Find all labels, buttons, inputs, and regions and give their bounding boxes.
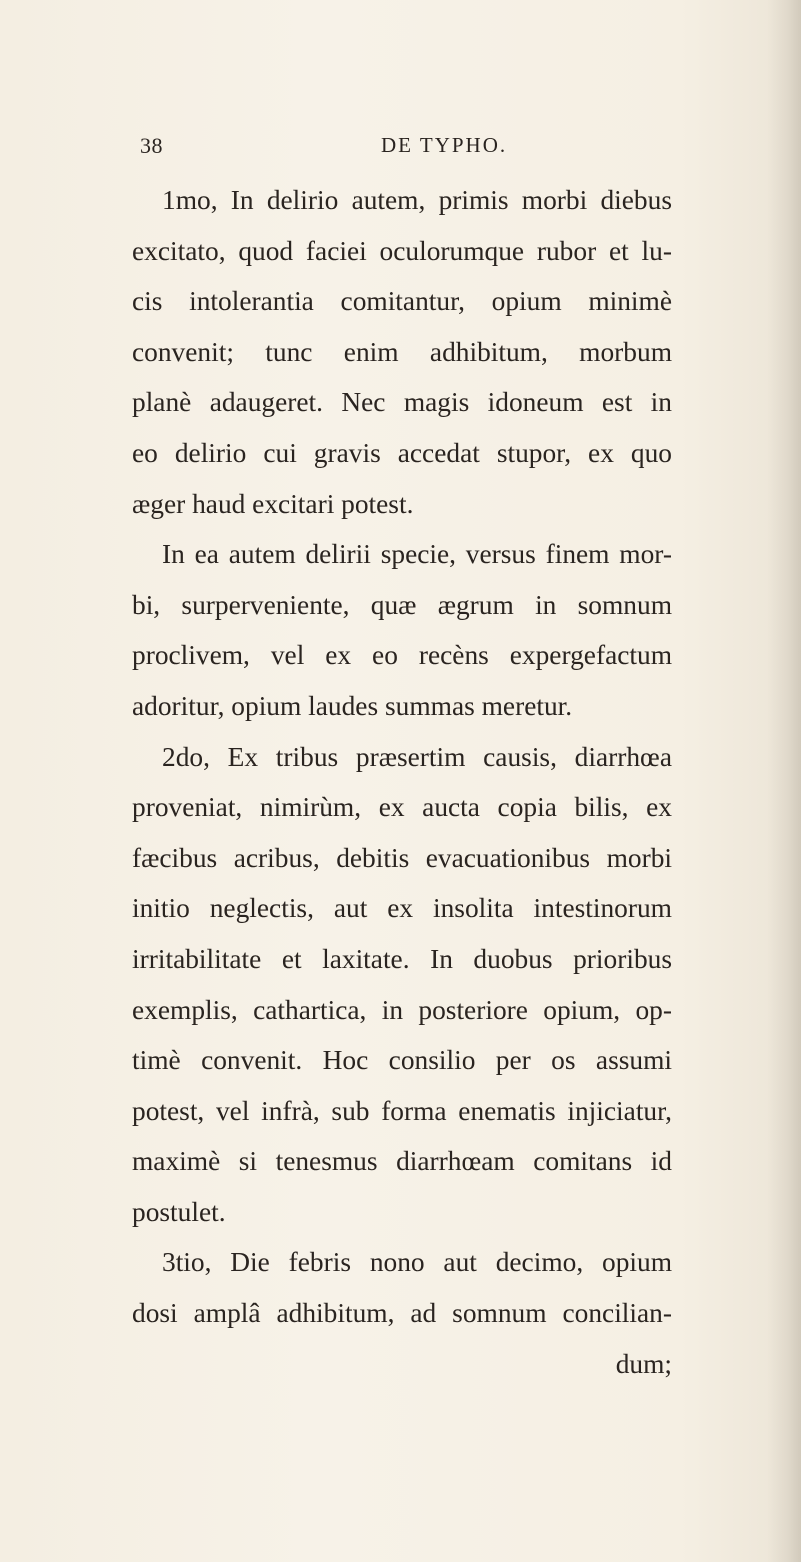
text-line: potest, vel infrà, sub forma enematis injiciatur, [132, 1095, 672, 1126]
text-line: In ea autem delirii specie, versus finem mor- [162, 539, 672, 570]
text-line: cis intolerantia comitantur, opium minimè [132, 286, 672, 317]
text-line: irritabilitate et laxitate. In duobus prioribus [132, 943, 672, 974]
text-line: bi, surperveniente, quæ ægrum in somnum [132, 589, 672, 620]
text-line: fæcibus acribus, debitis evacuationibus morbi [132, 842, 672, 873]
catchword: dum; [615, 1348, 672, 1379]
text-line: adoritur, opium laudes summas meretur. [132, 690, 573, 721]
text-line: proclivem, vel ex eo recèns expergefactum [132, 640, 672, 671]
text-line: 1mo, In delirio autem, primis morbi diebus [162, 185, 672, 215]
text-line: dosi amplâ adhibitum, ad somnum concilian- [132, 1298, 672, 1329]
text-line: 3tio, Die febris nono aut decimo, opium [162, 1247, 672, 1278]
text-line: exemplis, cathartica, in posteriore opium, op- [132, 994, 672, 1025]
page-edge-shadow [767, 0, 801, 1562]
text-line: excitato, quod faciei oculorumque rubor et lu- [132, 235, 672, 266]
text-line: postulet. [132, 1196, 226, 1227]
page-header [140, 133, 660, 163]
running-head: DE TYPHO. [381, 133, 508, 157]
text-line: 2do, Ex tribus præsertim causis, diarrhœa [162, 741, 672, 772]
text-line: maximè si tenesmus diarrhœam comitans id [132, 1146, 672, 1177]
text-line: eo delirio cui gravis accedat stupor, ex quo [132, 437, 672, 468]
text-line: æger haud excitari potest. [132, 488, 414, 519]
text-line: proveniat, nimirùm, ex aucta copia bilis, ex [132, 792, 672, 823]
body-text [132, 175, 672, 1389]
text-line: timè convenit. Hoc consilio per os assumi [132, 1045, 672, 1076]
text-line: convenit; tunc enim adhibitum, morbum [132, 336, 672, 367]
text-line: initio neglectis, aut ex insolita intestinorum [132, 893, 672, 924]
text-line: planè adaugeret. Nec magis idoneum est in [132, 387, 672, 418]
page-number: 38 [140, 133, 163, 158]
